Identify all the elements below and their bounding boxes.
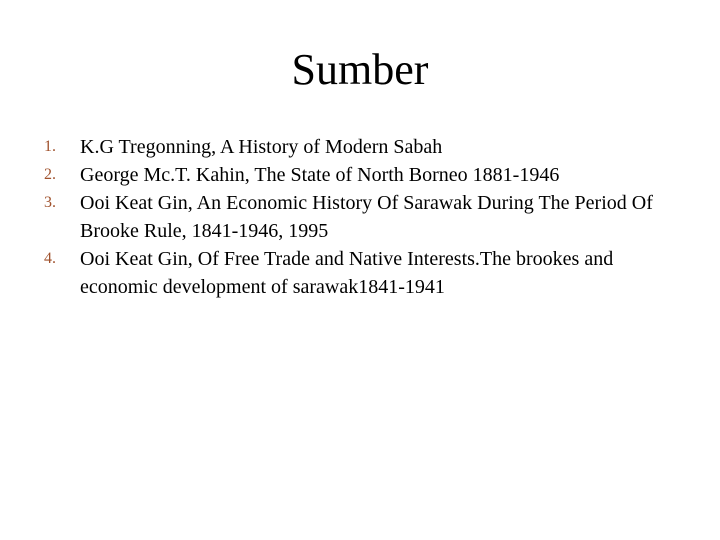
list-item [44, 161, 694, 189]
list-item [44, 245, 694, 301]
list-item-text: George Mc.T. Kahin, The State of North Borneo 1881-1946 [80, 164, 560, 186]
list-item-number: 2. [44, 166, 56, 183]
list-item [44, 189, 694, 245]
list-item-text: Ooi Keat Gin, An Economic History Of Sarawak During The Period Of Brooke Rule, 1841-1946, 1995 [80, 192, 653, 242]
list-item-number: 4. [44, 250, 56, 267]
list-item-text: K.G Tregonning, A History of Modern Sabah [80, 136, 443, 158]
slide-title: Sumber [291, 45, 429, 94]
list-item-number: 1. [44, 138, 56, 155]
list-item [44, 133, 694, 161]
list-item-text: Ooi Keat Gin, Of Free Trade and Native Interests.The brookes and economic development of sarawak1841-1941 [80, 248, 614, 298]
list-item-number: 3. [44, 194, 56, 211]
reference-list [44, 133, 694, 301]
